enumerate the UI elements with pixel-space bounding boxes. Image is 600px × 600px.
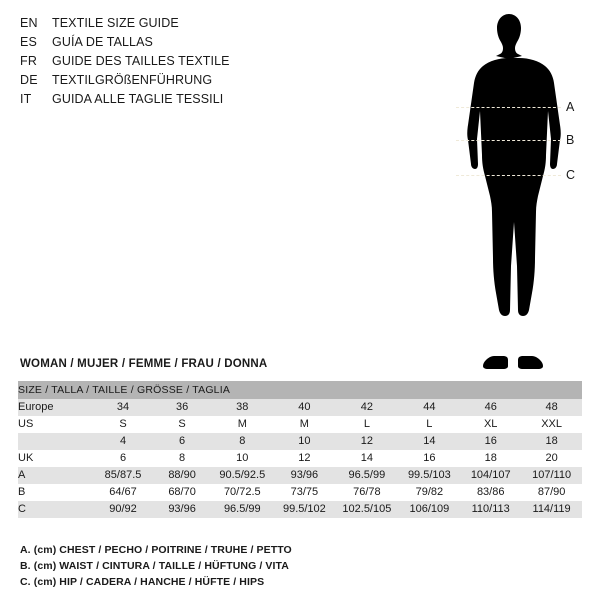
guide-line-waist — [456, 140, 561, 141]
row-value: S — [93, 416, 153, 433]
size-table-container — [18, 381, 582, 518]
legend-waist: B. (cm) WAIST / CINTURA / TAILLE / HÜFTUNG / VITA — [20, 560, 289, 572]
row-value: 90.5/92.5 — [211, 467, 273, 484]
language-row — [20, 71, 350, 90]
female-silhouette-icon — [467, 14, 561, 369]
table-row — [18, 433, 582, 450]
row-value: 8 — [211, 433, 273, 450]
row-value: 96.5/99 — [335, 467, 398, 484]
row-value: 46 — [460, 399, 521, 416]
row-value: 6 — [153, 433, 211, 450]
language-title: TEXTILGRÖßENFÜHRUNG — [52, 73, 213, 87]
section-heading: WOMAN / MUJER / FEMME / FRAU / DONNA — [20, 358, 268, 370]
row-value: 44 — [399, 399, 461, 416]
row-value: 114/119 — [521, 501, 582, 518]
row-value: 106/109 — [399, 501, 461, 518]
row-value: 20 — [521, 450, 582, 467]
table-row — [18, 450, 582, 467]
guide-label-c: C — [566, 168, 576, 182]
row-value: 10 — [274, 433, 336, 450]
row-label: C — [18, 501, 93, 518]
row-value: 68/70 — [153, 484, 211, 501]
row-value: 12 — [335, 433, 398, 450]
language-code: FR — [20, 54, 38, 68]
language-code: EN — [20, 16, 38, 30]
language-title: GUIDE DES TAILLES TEXTILE — [52, 54, 230, 68]
table-row — [18, 416, 582, 433]
row-value: 104/107 — [460, 467, 521, 484]
table-header-label: SIZE / TALLA / TAILLE / GRÖSSE / TAGLIA — [18, 381, 582, 399]
row-value: 99.5/102 — [274, 501, 336, 518]
language-row — [20, 90, 350, 109]
guide-label-b: B — [566, 133, 575, 147]
row-value: M — [211, 416, 273, 433]
row-value: 76/78 — [335, 484, 398, 501]
row-value: 73/75 — [274, 484, 336, 501]
row-value: 96.5/99 — [211, 501, 273, 518]
row-value: 10 — [211, 450, 273, 467]
row-value: 90/92 — [93, 501, 153, 518]
row-value: XXL — [521, 416, 582, 433]
language-title: GUÍA DE TALLAS — [52, 35, 153, 49]
row-value: 42 — [335, 399, 398, 416]
row-label: A — [18, 467, 93, 484]
language-code: DE — [20, 73, 38, 87]
language-code: ES — [20, 35, 38, 49]
row-value: 93/96 — [153, 501, 211, 518]
row-value: 6 — [93, 450, 153, 467]
guide-label-a: A — [566, 100, 575, 114]
row-value: 79/82 — [399, 484, 461, 501]
row-value: 88/90 — [153, 467, 211, 484]
legend-chest: A. (cm) CHEST / PECHO / POITRINE / TRUHE / PETTO — [20, 544, 292, 556]
row-value: 18 — [460, 450, 521, 467]
row-value: 14 — [335, 450, 398, 467]
row-value: 40 — [274, 399, 336, 416]
size-table — [18, 381, 582, 518]
row-value: 93/96 — [274, 467, 336, 484]
row-value: 12 — [274, 450, 336, 467]
row-value: 16 — [460, 433, 521, 450]
row-value: 48 — [521, 399, 582, 416]
language-row — [20, 33, 350, 52]
row-value: 16 — [399, 450, 461, 467]
table-row — [18, 501, 582, 518]
row-value: 83/86 — [460, 484, 521, 501]
table-row — [18, 467, 582, 484]
row-value: 38 — [211, 399, 273, 416]
language-titles — [20, 14, 350, 109]
language-title: TEXTILE SIZE GUIDE — [52, 16, 179, 30]
table-header-row — [18, 381, 582, 399]
language-row — [20, 14, 350, 33]
female-body-diagram — [390, 8, 590, 370]
row-value: 4 — [93, 433, 153, 450]
row-value: 64/67 — [93, 484, 153, 501]
row-label — [18, 433, 93, 450]
row-value: XL — [460, 416, 521, 433]
row-value: S — [153, 416, 211, 433]
row-value: L — [335, 416, 398, 433]
row-label: Europe — [18, 399, 93, 416]
measurement-legend — [20, 542, 440, 590]
row-value: 87/90 — [521, 484, 582, 501]
row-label: B — [18, 484, 93, 501]
legend-hip: C. (cm) HIP / CADERA / HANCHE / HÜFTE / HIPS — [20, 576, 265, 588]
row-value: 36 — [153, 399, 211, 416]
row-value: 85/87.5 — [93, 467, 153, 484]
row-value: 14 — [399, 433, 461, 450]
row-value: 34 — [93, 399, 153, 416]
row-value: 110/113 — [460, 501, 521, 518]
row-value: 102.5/105 — [335, 501, 398, 518]
row-label: US — [18, 416, 93, 433]
row-value: M — [274, 416, 336, 433]
table-row — [18, 484, 582, 501]
row-label: UK — [18, 450, 93, 467]
language-title: GUIDA ALLE TAGLIE TESSILI — [52, 92, 224, 106]
row-value: 107/110 — [521, 467, 582, 484]
row-value: 99.5/103 — [399, 467, 461, 484]
guide-line-hip — [456, 175, 561, 176]
row-value: 70/72.5 — [211, 484, 273, 501]
row-value: 8 — [153, 450, 211, 467]
language-row — [20, 52, 350, 71]
row-value: L — [399, 416, 461, 433]
row-value: 18 — [521, 433, 582, 450]
table-row — [18, 399, 582, 416]
guide-line-chest — [456, 107, 561, 108]
language-code: IT — [20, 92, 32, 106]
